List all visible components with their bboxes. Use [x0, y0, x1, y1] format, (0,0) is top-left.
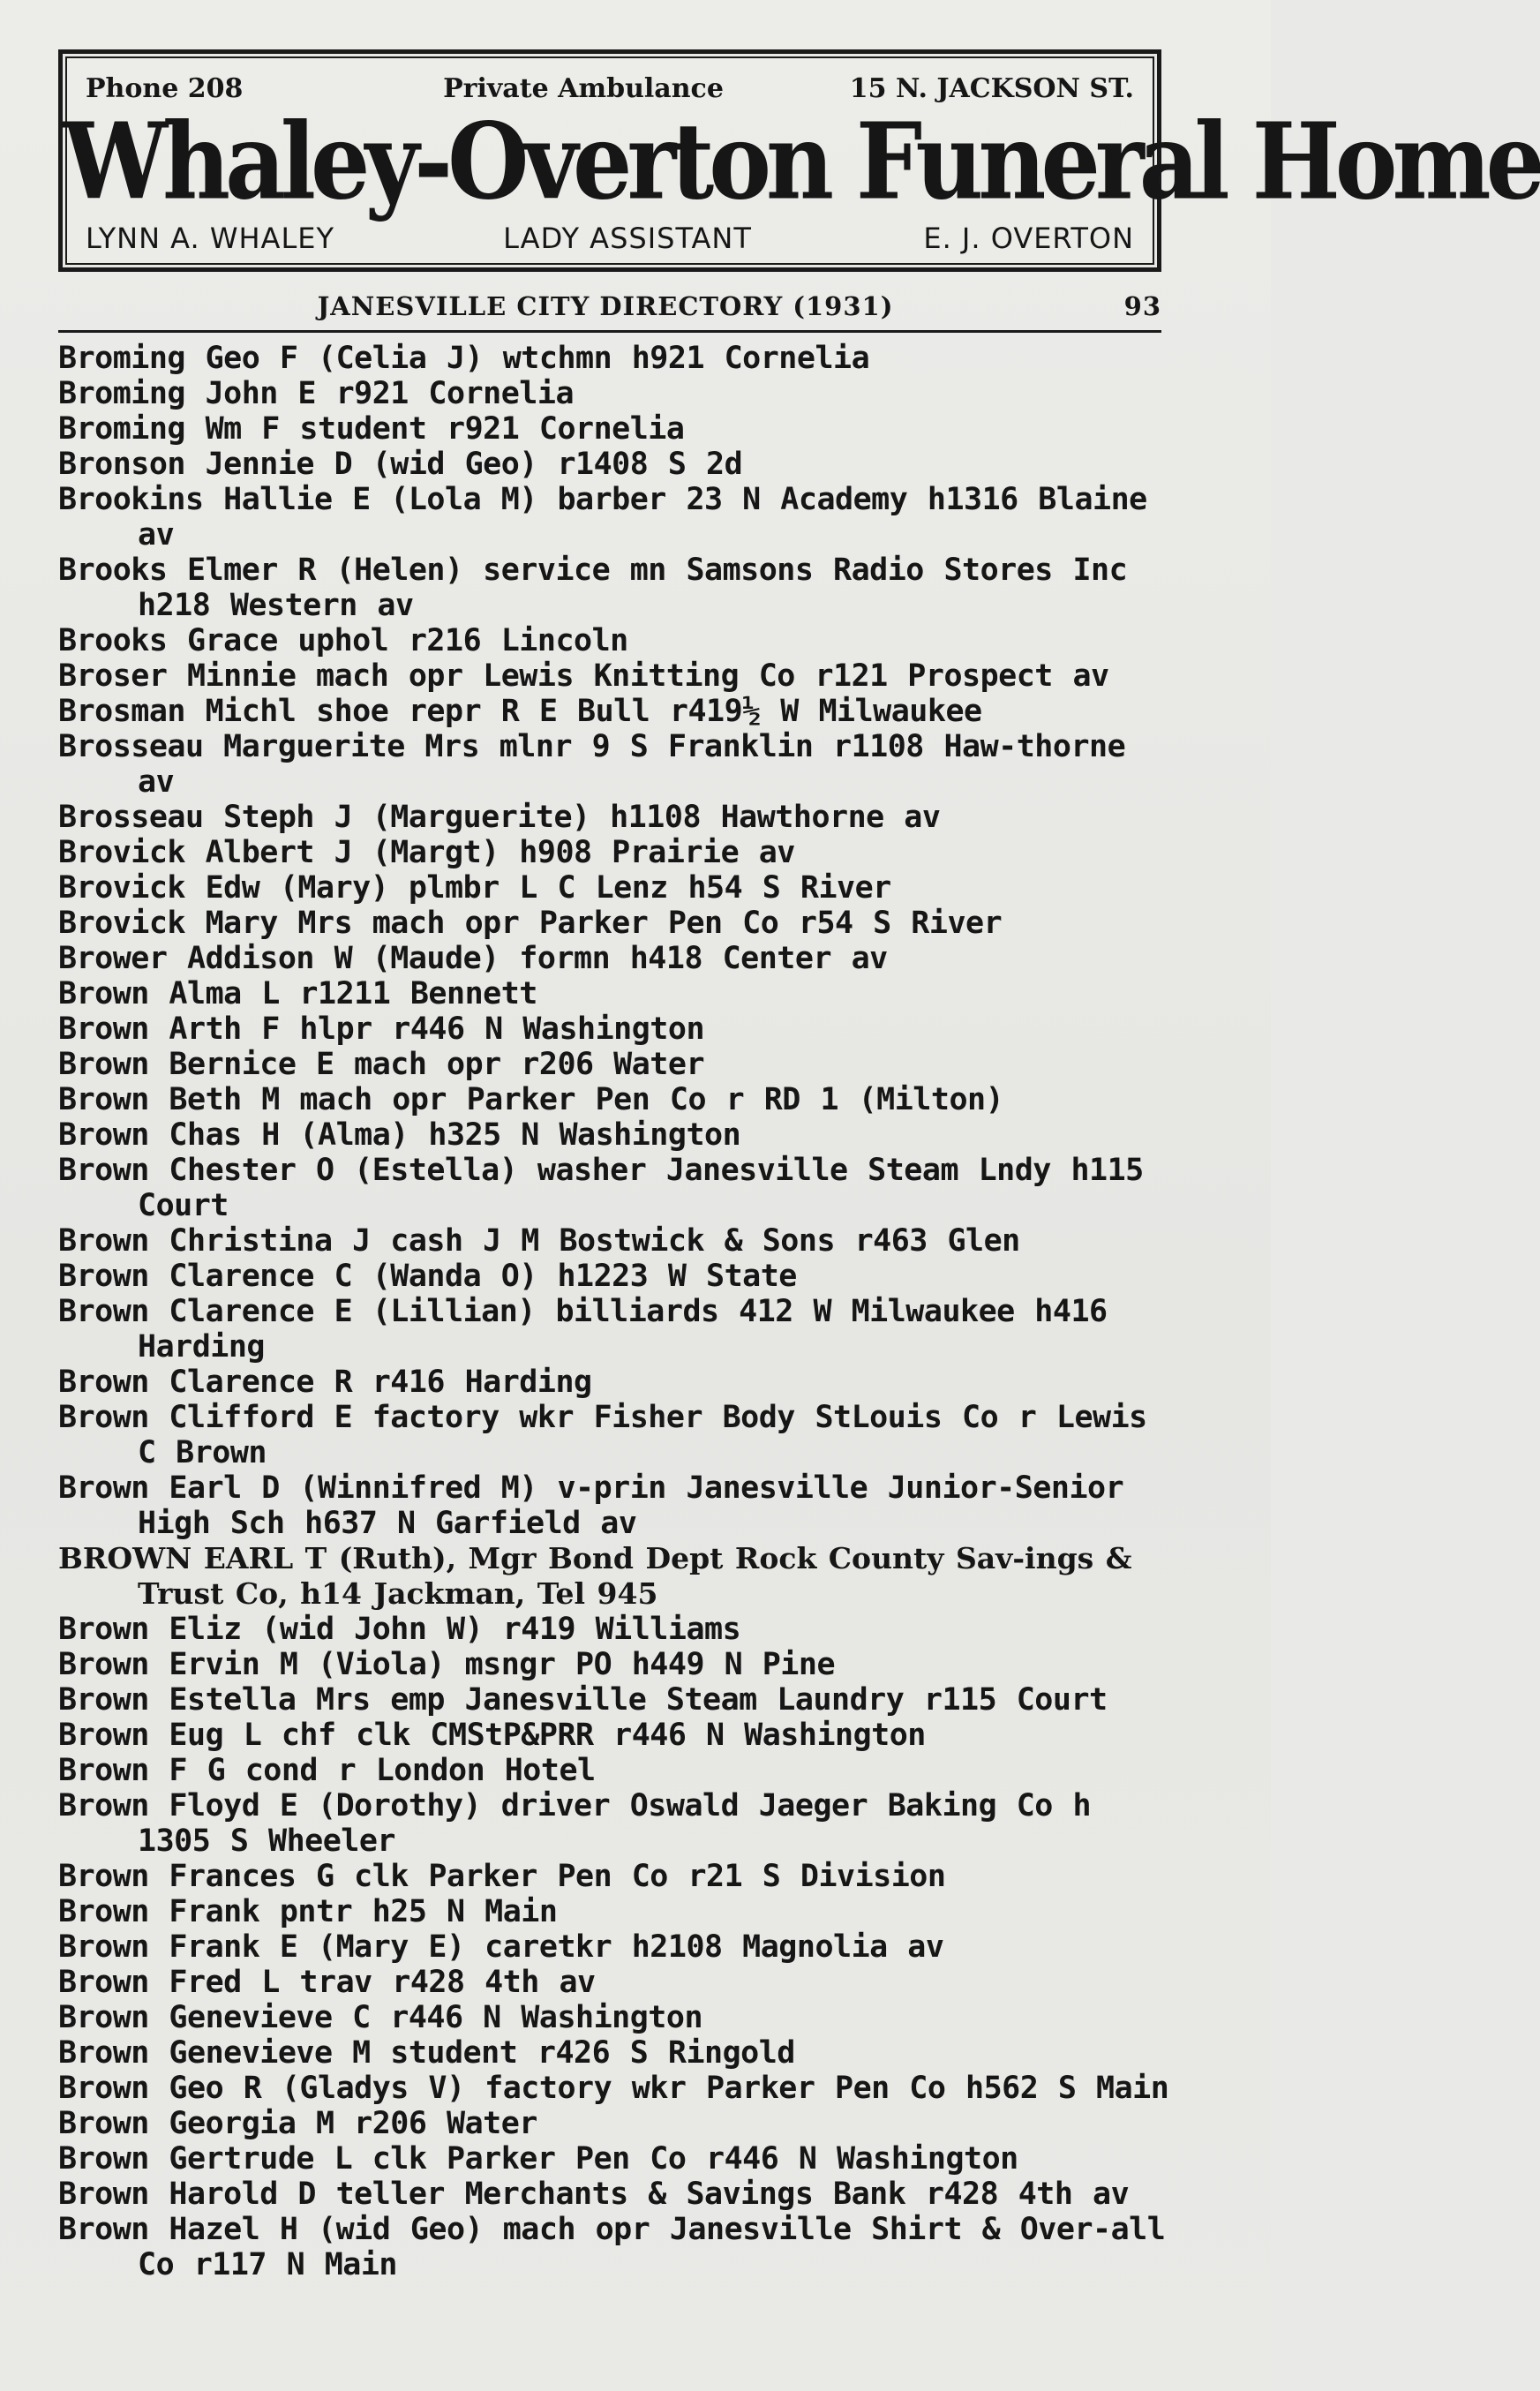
directory-entry: Brown Gertrude L clk Parker Pen Co r446 N Washington [58, 2141, 1018, 2177]
directory-entry: Broming Geo F (Celia J) wtchmn h921 Cornelia [58, 341, 870, 376]
directory-entry: Brown Clifford E factory wkr Fisher Body StLouis Co r Lewis C Brown [58, 1400, 1147, 1470]
directory-entry: Brosman Michl shoe repr R E Bull r419½ W Milwaukee [58, 694, 982, 729]
directory-entry: Brown Genevieve M student r426 S Ringold [58, 2035, 795, 2071]
directory-entry: Brown Frank pntr h25 N Main [58, 1894, 558, 1929]
directory-entry: Brown Beth M mach opr Parker Pen Co r RD 1 (Milton) [58, 1082, 1004, 1117]
directory-entry: Brown F G cond r London Hotel [58, 1753, 596, 1788]
ad-phone: Phone 208 [86, 73, 244, 104]
directory-entry: Brown Geo R (Gladys V) factory wkr Parker Pen Co h562 S Main [58, 2071, 1169, 2106]
ad-business-name: Whaley-Overton Funeral Home [63, 99, 1540, 223]
funeral-home-advertisement [58, 49, 1540, 272]
directory-entry: Brown Genevieve C r446 N Washington [58, 2000, 703, 2035]
page-number: 93 [1123, 291, 1161, 321]
directory-entry: Brovick Edw (Mary) plmbr L C Lenz h54 S River [58, 870, 891, 906]
directory-entry: Brooks Grace uphol r216 Lincoln [58, 623, 628, 658]
directory-entry: Brown Fred L trav r428 4th av [58, 1965, 596, 2000]
directory-entry: Brown Frances G clk Parker Pen Co r21 S Division [58, 1859, 946, 1894]
ad-owner-right: E. J. OVERTON [923, 222, 1134, 255]
directory-entry: Broming John E r921 Cornelia [58, 376, 575, 411]
directory-entry: Brown Eug L chf clk CMStP&PRR r446 N Washington [58, 1718, 926, 1753]
directory-entry: Brosseau Steph J (Marguerite) h1108 Hawthorne av [58, 800, 941, 835]
directory-entry: Brooks Elmer R (Helen) service mn Samsons Radio Stores Inc h218 Western av [58, 553, 1128, 623]
directory-entry: Brown Earl D (Winnifred M) v-prin Janesville Junior-Senior High Sch h637 N Garfield av [58, 1470, 1124, 1541]
directory-entries [58, 341, 1170, 2282]
ad-bottom-line [86, 220, 1134, 255]
directory-entry: Brown Chas H (Alma) h325 N Washington [58, 1117, 741, 1153]
directory-entry: Brown Eliz (wid John W) r419 Williams [58, 1612, 741, 1647]
directory-entry: Brown Chester O (Estella) washer Janesville Steam Lndy h115 Court [58, 1153, 1144, 1223]
directory-entry: Brown Frank E (Mary E) caretkr h2108 Magnolia av [58, 1929, 944, 1965]
directory-entry: Bronson Jennie D (wid Geo) r1408 S 2d [58, 447, 743, 482]
directory-entry: Brown Bernice E mach opr r206 Water [58, 1047, 705, 1082]
directory-title: JANESVILLE CITY DIRECTORY (1931) [317, 291, 894, 321]
directory-entry: Brown Hazel H (wid Geo) mach opr Janesville Shirt & Over-all Co r117 N Main [58, 2212, 1166, 2282]
running-head [58, 291, 1161, 327]
header-rule [58, 330, 1161, 333]
directory-entry: Brower Addison W (Maude) formn h418 Center av [58, 941, 888, 976]
directory-entry: Brown Clarence R r416 Harding [58, 1365, 592, 1400]
directory-entry: Brown Estella Mrs emp Janesville Steam Laundry r115 Court [58, 1682, 1108, 1718]
directory-entry: Brosseau Marguerite Mrs mlnr 9 S Franklin r1108 Haw-thorne av [58, 729, 1126, 800]
directory-entry: Broming Wm F student r921 Cornelia [58, 411, 685, 447]
directory-entry: Brovick Albert J (Margt) h908 Prairie av [58, 835, 795, 870]
directory-entry: Brown Arth F hlpr r446 N Washington [58, 1011, 705, 1047]
directory-entry: Brown Georgia M r206 Water [58, 2106, 537, 2141]
directory-entry: Brown Christina J cash J M Bostwick & Sons r463 Glen [58, 1223, 1020, 1259]
ad-address: 15 N. JACKSON ST. [849, 73, 1134, 104]
directory-entry: Brown Clarence C (Wanda O) h1223 W State [58, 1259, 797, 1294]
ad-service: Private Ambulance [443, 73, 724, 104]
directory-entry: Brown Ervin M (Viola) msngr PO h449 N Pine [58, 1647, 836, 1682]
ad-assistant: LADY ASSISTANT [503, 222, 752, 255]
directory-entry: Brown Alma L r1211 Bennett [58, 976, 537, 1011]
directory-entry: Brown Clarence E (Lillian) billiards 412 W Milwaukee h416 Harding [58, 1294, 1108, 1365]
directory-entry: Brookins Hallie E (Lola M) barber 23 N Academy h1316 Blaine av [58, 482, 1147, 553]
directory-entry: BROWN EARL T (Ruth), Mgr Bond Dept Rock County Sav-ings & Trust Co, h14 Jackman, Tel 945 [58, 1541, 1132, 1611]
directory-entry: Brown Floyd E (Dorothy) driver Oswald Jaeger Baking Co h 1305 S Wheeler [58, 1788, 1092, 1859]
ad-owner-left: LYNN A. WHALEY [86, 222, 335, 255]
directory-entry: Brovick Mary Mrs mach opr Parker Pen Co r54 S River [58, 906, 1003, 941]
directory-entry: Broser Minnie mach opr Lewis Knitting Co r121 Prospect av [58, 658, 1109, 694]
directory-entry: Brown Harold D teller Merchants & Savings Bank r428 4th av [58, 2177, 1130, 2212]
